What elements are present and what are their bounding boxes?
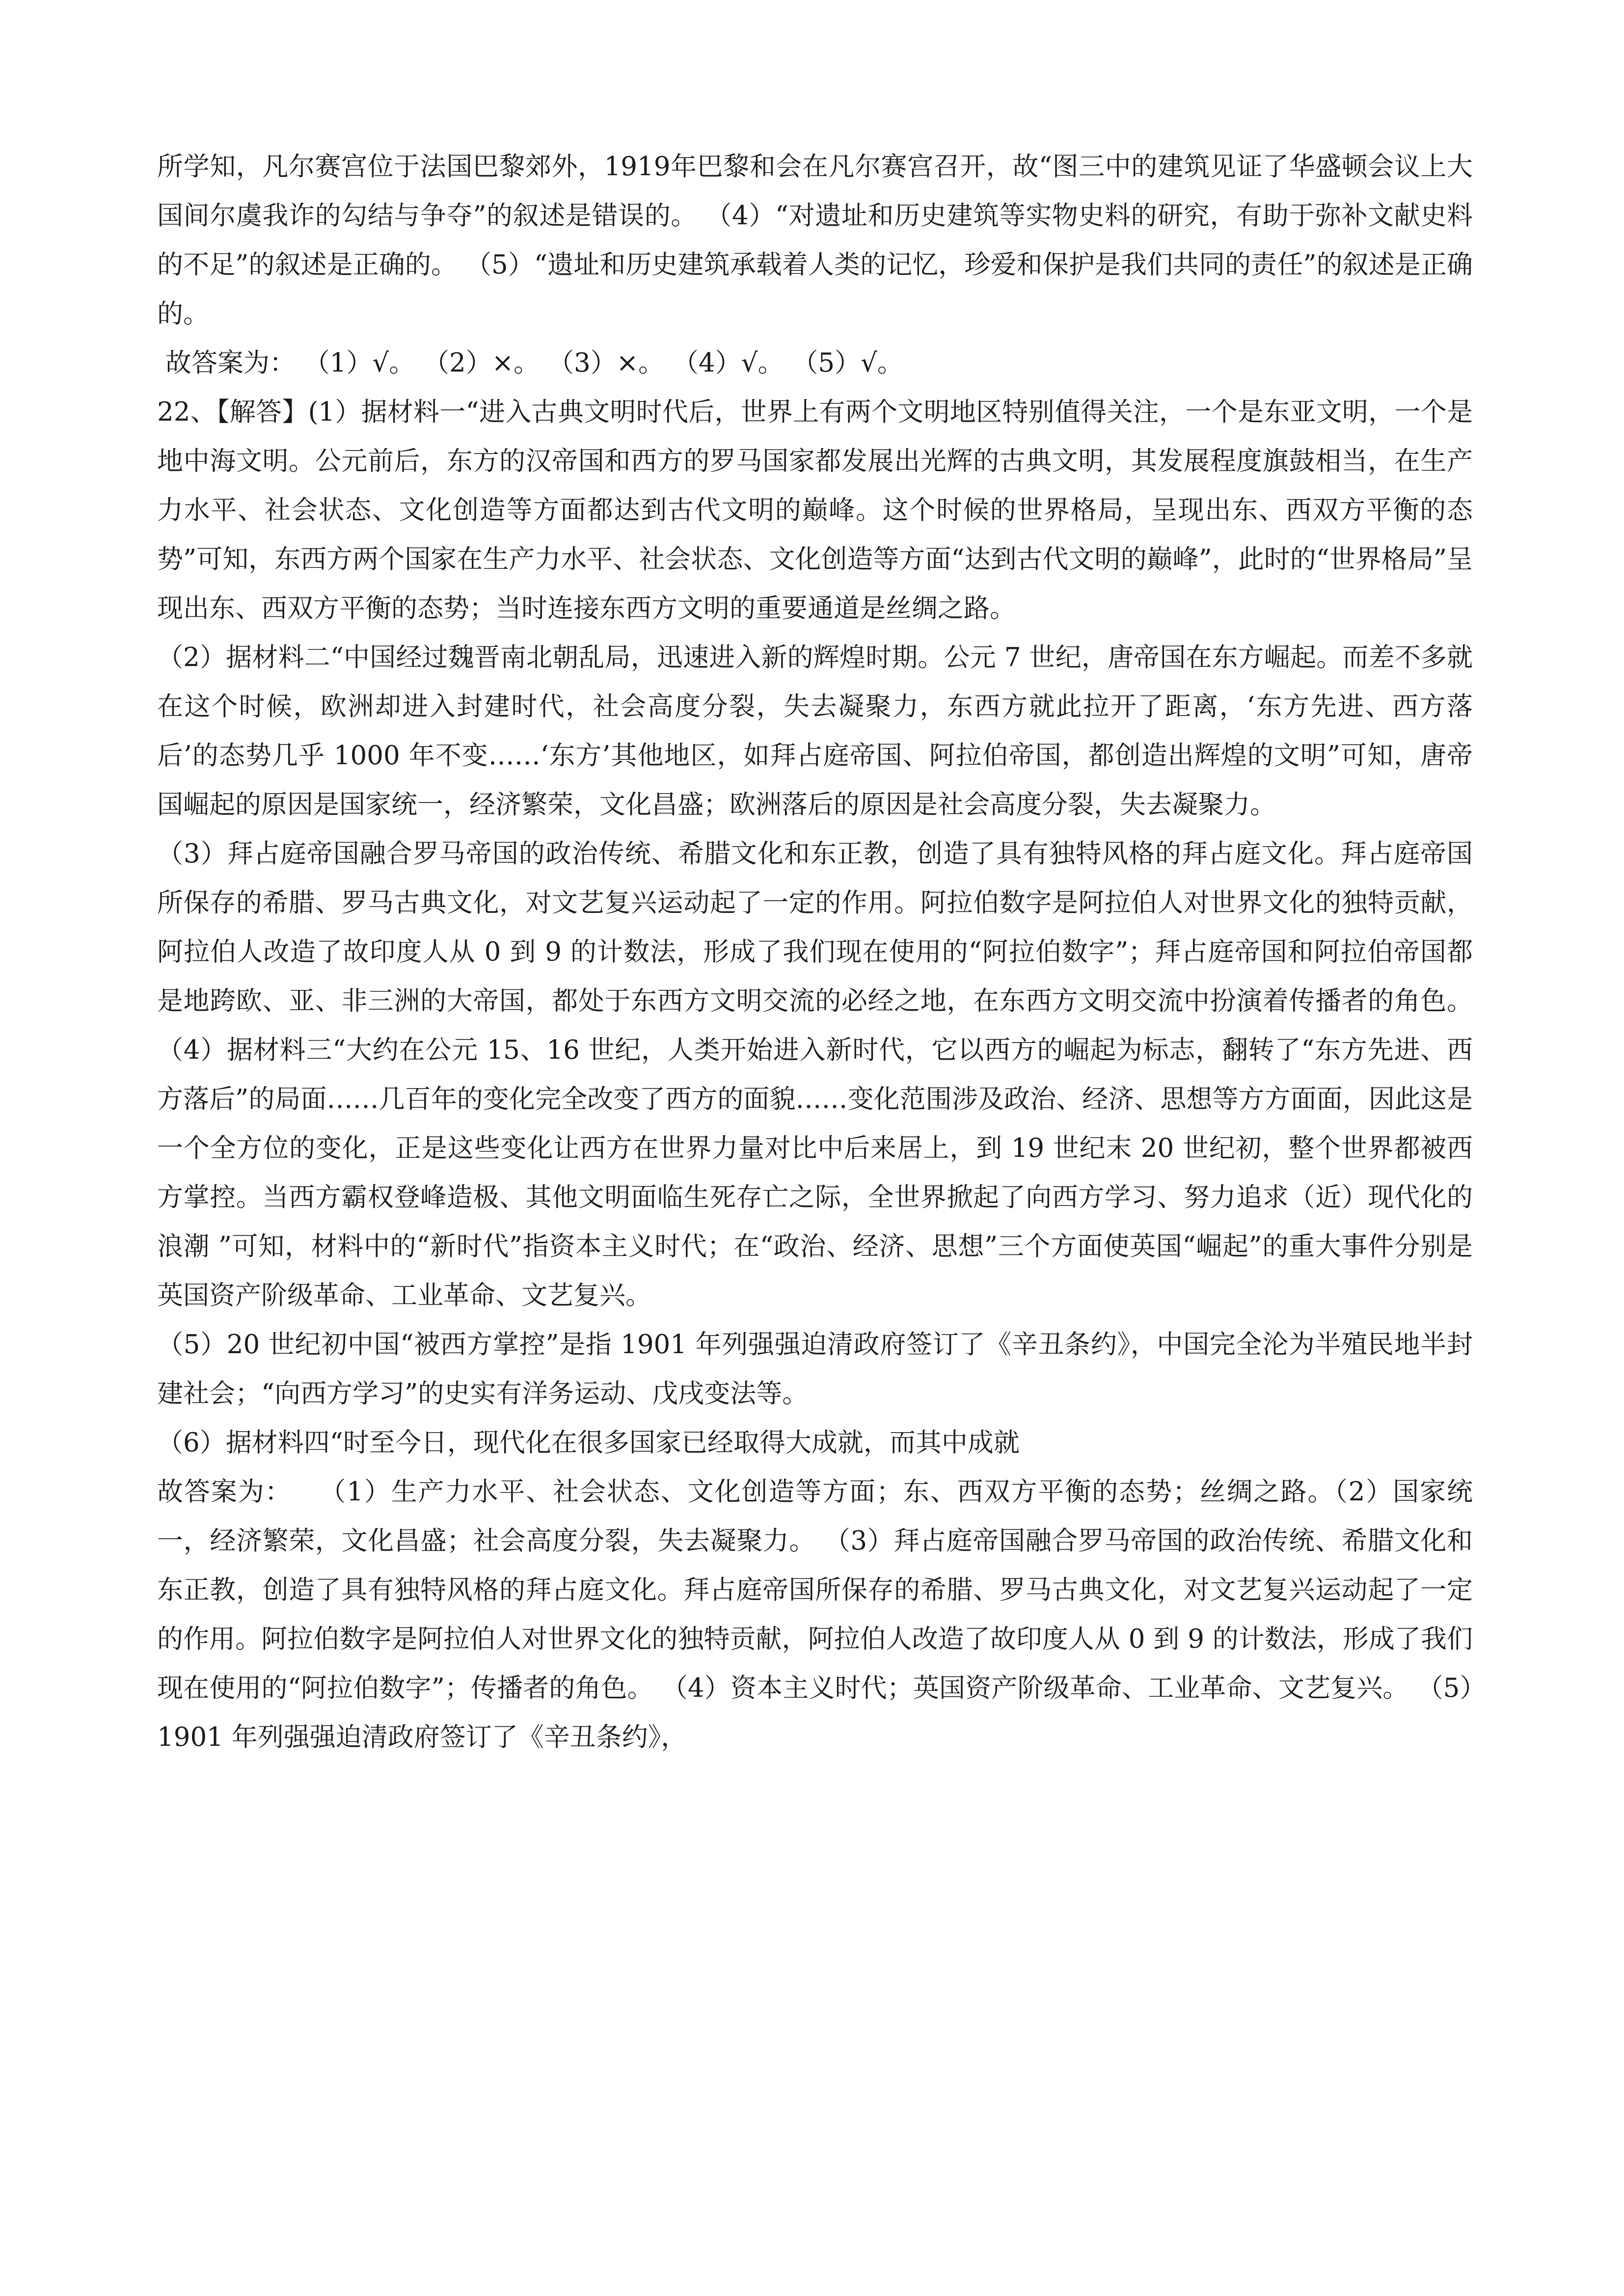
answer-text-body — [157, 142, 1481, 1762]
paragraph-q22-answer: 故答案为： （1）生产力水平、社会状态、文化创造等方面；东、西双方平衡的态势；丝绸之路。（2）国家统一，经济繁荣，文化昌盛；社会高度分裂，失去凝聚力。 （3）拜占庭帝国融合罗马帝国的政治传统、希腊文化和东正教，创造了具有独特风格的拜占庭文化。拜占庭帝国所保存的希腊、罗马古典文化，对文艺复兴运动起了一定的作用。阿拉伯数字是阿拉伯人对世界文化的独特贡献，阿拉伯人改造了故印度人从 0 到 9 的计数法，形成了我们现在使用的“阿拉伯数字”；传播者的角色。 （4）资本主义时代；英国资产阶级革命、工业革命、文艺复兴。 （5）1901 年列强强迫清政府签订了《辛丑条约》， — [157, 1477, 1473, 1752]
paragraph-q22-part6: （6）据材料四“时至今日，现代化在很多国家已经取得大成就，而其中成就 — [157, 1428, 1020, 1458]
paragraph-q21-explanation-tail: 所学知，凡尔赛宫位于法国巴黎郊外，1919年巴黎和会在凡尔赛宫召开，故“图三中的建筑见证了华盛顿会议上大国间尔虞我诈的勾结与争夺”的叙述是错误的。 （4）“对遗址和历史建筑等实物史料的研究，有助于弥补文献史料的不足”的叙述是正确的。 （5）“遗址和历史建筑承载着人类的记忆，珍爱和保护是我们共同的责任”的叙述是正确的。 — [157, 152, 1473, 329]
paragraph-q21-answer: 故答案为： （1）√。 （2）×。 （3）×。 （4）√。 （5）√。 — [157, 348, 903, 378]
paragraph-q22-part2: （2）据材料二“中国经过魏晋南北朝乱局，迅速进入新的辉煌时期。公元 7 世纪，唐帝国在东方崛起。而差不多就在这个时候，欧洲却进入封建时代，社会高度分裂，失去凝聚力，东西方就此拉开了距离，‘东方先进、西方落后’的态势几乎 1000 年不变……‘东方’其他地区，如拜占庭帝国、阿拉伯帝国，都创造出辉煌的文明”可知，唐帝国崛起的原因是国家统一，经济繁荣，文化昌盛；欧洲落后的原因是社会高度分裂，失去凝聚力。 — [157, 642, 1473, 820]
paragraph-q22-part5: （5）20 世纪初中国“被西方掌控”是指 1901 年列强强迫清政府签订了《辛丑条约》，中国完全沦为半殖民地半封建社会；“向西方学习”的史实有洋务运动、戊戌变法等。 — [157, 1330, 1473, 1409]
paragraph-q22-part1: 22、【解答】(1）据材料一“进入古典文明时代后，世界上有两个文明地区特别值得关注，一个是东亚文明，一个是地中海文明。公元前后，东方的汉帝国和西方的罗马国家都发展出光辉的古典文明，其发展程度旗鼓相当，在生产力水平、社会状态、文化创造等方面都达到古代文明的巅峰。这个时候的世界格局，呈现出东、西双方平衡的态势”可知，东西方两个国家在生产力水平、社会状态、文化创造等方面“达到古代文明的巅峰”，此时的“世界格局”呈现出东、西双方平衡的态势；当时连接东西方文明的重要通道是丝绸之路。 — [157, 397, 1473, 623]
paragraph-q22-part3-4: （3）拜占庭帝国融合罗马帝国的政治传统、希腊文化和东正教，创造了具有独特风格的拜占庭文化。拜占庭帝国所保存的希腊、罗马古典文化，对文艺复兴运动起了一定的作用。阿拉伯数字是阿拉伯人对世界文化的独特贡献，阿拉伯人改造了故印度人从 0 到 9 的计数法，形成了我们现在使用的“阿拉伯数字”；拜占庭帝国和阿拉伯帝国都是地跨欧、亚、非三洲的大帝国，都处于东西方文明交流的必经之地，在东西方文明交流中扮演着传播者的角色。 （4）据材料三“大约在公元 15、16 世纪，人类开始进入新时代，它以西方的崛起为标志，翻转了“东方先进、西方落后”的局面……几百年的变化完全改变了西方的面貌……变化范围涉及政治、经济、思想等方方面面，因此这是一个全方位的变化，正是这些变化让西方在世界力量对比中后来居上，到 19 世纪末 20 世纪初，整个世界都被西方掌控。当西方霸权登峰造极、其他文明面临生死存亡之际，全世界掀起了向西方学习、努力追求（近）现代化的浪潮 ”可知，材料中的“新时代”指资本主义时代；在“政治、经济、思想”三个方面使英国“崛起”的重大事件分别是英国资产阶级革命、工业革命、文艺复兴。 — [157, 839, 1481, 1310]
